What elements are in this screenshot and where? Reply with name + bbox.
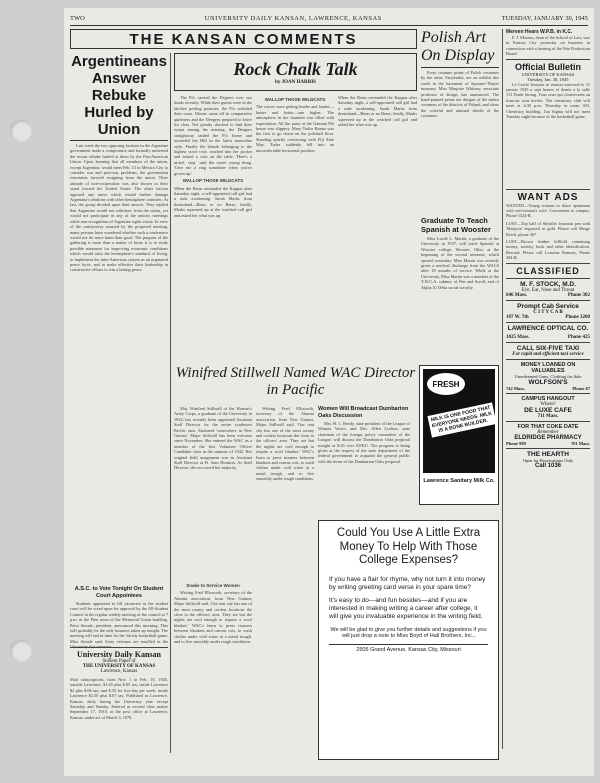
hearth-sub: Open for Reservations Only [522, 457, 574, 463]
fresh-company: Lawrence Sanitary Milk Co. [423, 478, 495, 484]
bulletin-title: Official Bulletin [514, 61, 581, 72]
paper-name: UNIVERSITY DAILY KANSAN, LAWRENCE, KANSAS [204, 15, 382, 22]
college-ad-p2: It's easy to do—and fun besides—and if you are interested in making writing a career after college, it will give you invaluable experience in the writing field. [329, 596, 483, 620]
editorial-body: Last week the two opposing factions in the Argentine government made a compromise and formally answered the recent rebuke hurled at them by the Pan-American Union. Upon learning that all members of the union, except Argentina, would meet Feb. 15 in Mexico City to consider war and post-war problems, the government extremists favored resigning from the union. Their attitude of non-cooperation was also shown in their stand toward the United States. The other faction opposed any move which would further damage Argentina's relations with other hemisphere countries. At last, the group decided upon their answer. They replied that Argentina would not withdraw from the union, yet would not participate in any of the union's meetings while non-recognition of Argentine rights exists. In view of the controversy aroused by the proposed meeting, many persons have wondered whether such a conference would not do more harm than good. The purpose of the gathering is more than a matter of form; it is to study possible measures for improving economic conditions which would raise the hemisphere's standard of living, to implement the inter-American system as an organized peace force, and to make effective their leadership in constructive efforts to win a lasting peace. [70, 143, 168, 273]
binder-hole-top [10, 120, 32, 142]
college-ad-headline: Could You Use A Little Extra Money To Help With Those College Expenses? [336, 527, 481, 566]
merven-headline: Merven Hears W.P.B. in K.C. [506, 29, 573, 35]
editorial-column [70, 53, 168, 650]
merven-body: F. J. Moreau, dean of the School of Law, was in Kansas City yesterday on business in connection with a hearing of the War Production Board. [506, 35, 590, 57]
stock-name: M. F. STOCK, M.D. [520, 280, 576, 288]
newspaper-page [64, 8, 594, 776]
rock-chalk-title: Rock Chalk Talk [233, 59, 358, 79]
fresh-brand: FRESH [427, 373, 465, 395]
college-money-ad [318, 520, 499, 760]
hearth-name: THE HEARTH [527, 450, 569, 458]
comments-banner-text: THE KANSAN COMMENTS [129, 30, 358, 48]
wac-body2-cont: Writing Fred Ellsworth, secretary of the Alumni association, from New Guinea, Major Stillwell said, 'Our tent city has one of the most roomy and coolest locations the close to the officers' area. They are but the nights are cool enough to require a wool blanket.' WAC's learn to press trousers between blankets and canvas cots, to wash clothes under cold water in a metal trough, and to live smoothly under rough conditions. [256, 406, 315, 482]
rock-chalk-talk [174, 53, 417, 363]
rock-chalk-sub2: WALLOP THOSE WILDCATS [264, 97, 326, 102]
rock-chalk-body3: The voices were getting louder and louder—hotter and hotter—one higher. The atmosphere in the fountain was filled with expectation. All the party at the Gamma Phi house was slippery. Mary Tudor Hanna was the first to go down on the polished floor. Standing quietly conversing with Fiji Abie May, Tudor suddenly fell into an uncomfortable horizontal position. [256, 104, 334, 153]
wac-subhead: Snake to Service Women [186, 583, 240, 588]
want-ads-title: WANT ADS [517, 191, 579, 203]
stock-phone: Phone 302 [567, 292, 590, 298]
optical-name: LAWRENCE OPTICAL CO. [507, 324, 589, 332]
comments-banner [70, 29, 417, 49]
asc-body: Students appointed to fill vacancies in the student court will be voted upon for approval by the All-Student Council at the regular weekly meeting of the council at 7 p.m. in the Pine room of the Memorial Union building. Petra Stoude, president, announced this morning. This will probably be the only business taken up tonight. The meeting will end in time for the Varsity basketball game, Miss Stoude said. Sixty veterans are enrolled in the University this semester. [70, 601, 168, 650]
coke-addr: 701 Mass. [571, 440, 590, 446]
issue-date: TUESDAY, JANUARY 30, 1945 [501, 15, 588, 22]
fresh-milk-ad [419, 365, 499, 505]
coke-name: FOR THAT COKE DATE [517, 423, 579, 430]
cab-phone: Phone 3200 [565, 314, 590, 320]
cab-sub: C I T Y C A B [533, 309, 563, 315]
polish-body: Forty costume prints of Polish costumes by the artist, Stryienska, are on exhibit this week in the basement of Spooner-Thayer museum. Miss Marjorie Whitney, associate professor of design, has announced. The hand-painted prints are designs of the native costumes of the districts of Poland, and show the colorful and unusual details of the costumes. [421, 70, 499, 119]
college-ad-p3: We will be glad to give you further details and suggestions if you will just drop a note to Miss Boyd of Hall Brothers, Inc., [330, 626, 487, 639]
taxi-name: CALL SIX-FIVE TAXI [516, 344, 580, 352]
want-ad-2: LOST—Top half of Sheaffer fountain pen with 'Marjorie' engraved in gold. Please call Marge Reich, phone 367. [506, 220, 590, 237]
optical-phone: Phone 425 [567, 334, 590, 340]
loaned-addr: 742 Mass. [506, 385, 525, 391]
rock-chalk-banner [174, 53, 417, 91]
broadcast-headline: Women Will Broadcast Dumbarton Oaks Discussion [318, 406, 409, 419]
wac-headline-box [174, 365, 417, 405]
rock-chalk-body2: When the Betas serenaded the Kappas after Saturday night, a self-appointed call girl had a rude awakening. Sarah Marks from dreamland—Betas or no Betas, finally, Marks squeezed up at the watched call girl and asked her what was up. [174, 185, 252, 218]
wac-body [174, 406, 252, 751]
wac-body2-text: Writing Fred Ellsworth, secretary of the Alumni association, from New Guinea, Major Stillwell said, 'Our tent city has one of the most roomy and coolest locations the close to the officers' area. They are but the nights are cool enough to require a wool blanket.' WAC's learn to press trousers between blankets and canvas cots, to wash clothes under cold water in a metal trough, and to live smoothly under rough conditions. [174, 590, 252, 645]
masthead [70, 645, 168, 769]
column-rule [170, 53, 171, 753]
rock-chalk-body: The Pi's carried the Degrees over our heads recently. While their guests were in the kitchen peeling potatoes, the Pi's snitched their coats. Dinner came off in comparative quietness and the Deegees prepared to leave for class. Not greatly shocked to find their wraps among the missing, the Deegees straightway raided the Pi's home and ascended the Hill in the latest masculine style. Finally the blonde belonging to the highest voice rose, reached into her pocket and tossed a coin on the table. 'Here's a nickel, stop,' said the sweet young thing. 'Give me a ring sometime when you've grown up.' [174, 95, 252, 176]
asc-headline: A.S.C. to Vote Tonight On Student Court Appointees [74, 586, 164, 599]
bulletin-date: Tuesday, Jan. 30, 1945 [527, 76, 569, 82]
spanish-body: Miss Lucile L. Martin, a graduate of the University in 1937, will teach Spanish at Wooster college, Wooster, Ohio, at the beginning of the second semester, which opened yesterday. Miss Martin was recently given a medical discharge from the WACS after 18 months of service. While at the University, Miss Martin was a member of the Y.W.C.A. cabinet, of Pen and Scroll, and of Alpha Xi Delta social sorority. [421, 236, 500, 290]
cab-name: Prompt Cab Service [517, 302, 579, 310]
loaned-phone: Phone 67 [572, 385, 590, 391]
polish-art-article [421, 29, 499, 219]
rock-chalk-sub1: WALLOP THOSE WILDCATS [182, 178, 244, 184]
cab-addr: 107 W. 7th [506, 314, 529, 320]
wac-body-col2 [256, 406, 314, 751]
editorial-headline: Argentineans Answer Rebuke Hurled by Union [71, 53, 167, 138]
broadcast-body: Mrs. H. L. Beedy, state president of the League of Women Voters, and Mrs. Allen Crafton, state chairman of the foreign policy committee of the League, will discuss the Dumbarton Oaks proposal tonight at 8:45 over KFKU. The program is being given at the request of the state department of the federal government to acquaint the general public with the terms of the Dumbarton Oaks proposal. [318, 421, 410, 464]
bulletin-org: UNIVERSITY OF KANSAS [521, 71, 575, 77]
hearth-phone: Call 1036 [534, 462, 562, 469]
rock-chalk-byline: by JOAN HARRIS [275, 80, 316, 85]
coke-sub: Remember [537, 429, 559, 435]
masthead-title: University Daily Kansan [76, 650, 161, 659]
college-ad-address: 2505 Grand Avenue, Kansas City, Missouri [329, 644, 488, 653]
page-header [70, 12, 588, 26]
optical-addr: 1025 Mass. [506, 334, 530, 340]
right-column [506, 29, 590, 769]
masthead-line1: Student Paper of [102, 659, 136, 664]
page-number: TWO [70, 15, 85, 22]
hangout-name2: DE LUXE CAFE [524, 406, 572, 414]
fresh-slogan: MILK IS ONE FOOD THAT EVERYONE NEEDS. MILK IS A BONE BUILDER. [427, 402, 496, 437]
wac-body-text: Maj. Winifred Stillwell of the Woman's Army Corps, a graduate of the University in 1934, has recently been appointed Assistant Staff Director for the entire southwest Pacific area. Stationed 'somewhere in New Guinea,' Major Stillwell has been overseas since November. She entered the WAC as a member of the first Volunteer Officer Candidate class in the summer of 1942. Her original field assignment was as Assistant Staff Director at Ft. Sam Houston. As Staff Director, she recovered her majority. [174, 406, 252, 471]
polish-headline: Polish Art On Display [421, 29, 495, 64]
rock-chalk-body3-cont: When the Betas serenaded the Kappas after Saturday night, a self-appointed call girl had a rude awakening. Sarah Marks from dreamland—Betas or no Betas, finally, Marks squeezed up at the watched call girl and asked her what was up. [338, 95, 417, 128]
stock-addr: 646 Mass. [506, 292, 528, 298]
stock-sub: Eye, Ear, Nose and Throat [521, 287, 575, 293]
bulletin-body: Le Cercle francais se reunira mercredi le 31 janvier 1945 a sept heures et demie a la salle 113 Frank Strong. Tous ceux qui s'interessent au francais sont invites. The chemistry club will meet at 4:30 p.m. Thursday in room 303, Chemistry building. Tau Sigma will not meet Tuesday night because of the basketball game. [506, 81, 590, 120]
loaned-sub: Unredeemed Guns, Clothing for Sale [514, 373, 582, 379]
spanish-article [421, 216, 499, 361]
loaned-name: MONEY LOANED ON VALUABLES [520, 361, 576, 374]
classified-title: CLASSIFIED [516, 265, 580, 276]
wac-headline: Winifred Stillwell Named WAC Director in Pacific [175, 365, 416, 398]
want-ad-3: LOST—Brown leather billfold containing money, activity book and other identification. Reward. Please call Lorraine Rumsey, Phone 304-R. [506, 239, 590, 261]
masthead-body: Mail subscriptions, from Nov. 1 to Feb. 19, 1945, outside Lawrence, $1.65 plus $.05 tax; inside Lawrence $2 plus $.06 tax; and $.35 for five-day per week, inside Lawrence $2.50 plus $.07 tax. Published in Lawrence, Kansas, daily during the University year except Saturday and Sunday. Entered as second class matter September 17, 1910, at the post office at Lawrence, Kansas, under act of March 3, 1879. [70, 677, 168, 720]
hangout-addr: 711 Mass. [537, 413, 559, 419]
broadcast-article [318, 406, 410, 516]
masthead-line2: THE UNIVERSITY OF KANSAS [82, 664, 156, 669]
want-ad-1: WANTED—Young woman to share apartment with serviceman's wife. Convenient to campus. Phone 1524-R. [506, 202, 590, 219]
coke-name2: ELDRIDGE PHARMACY [514, 434, 582, 441]
spanish-headline: Graduate To Teach Spanish at Wooster [421, 216, 491, 234]
loaned-name2: WOLFSON'S [528, 378, 568, 386]
masthead-line3: Lawrence, Kansas [100, 669, 138, 674]
taxi-sub: For rapid and efficient taxi service [512, 351, 584, 357]
hangout-name: CAMPUS HANGOUT [521, 395, 575, 402]
hangout-q: Where? [540, 401, 556, 407]
college-ad-p1: If you have a flair for rhyme, why not turn it into money by writing greeting card verse in your spare time? [329, 575, 486, 591]
column-rule-right [502, 29, 503, 749]
coke-phone: Phone 999 [506, 440, 526, 446]
binder-hole-bottom [10, 640, 32, 662]
